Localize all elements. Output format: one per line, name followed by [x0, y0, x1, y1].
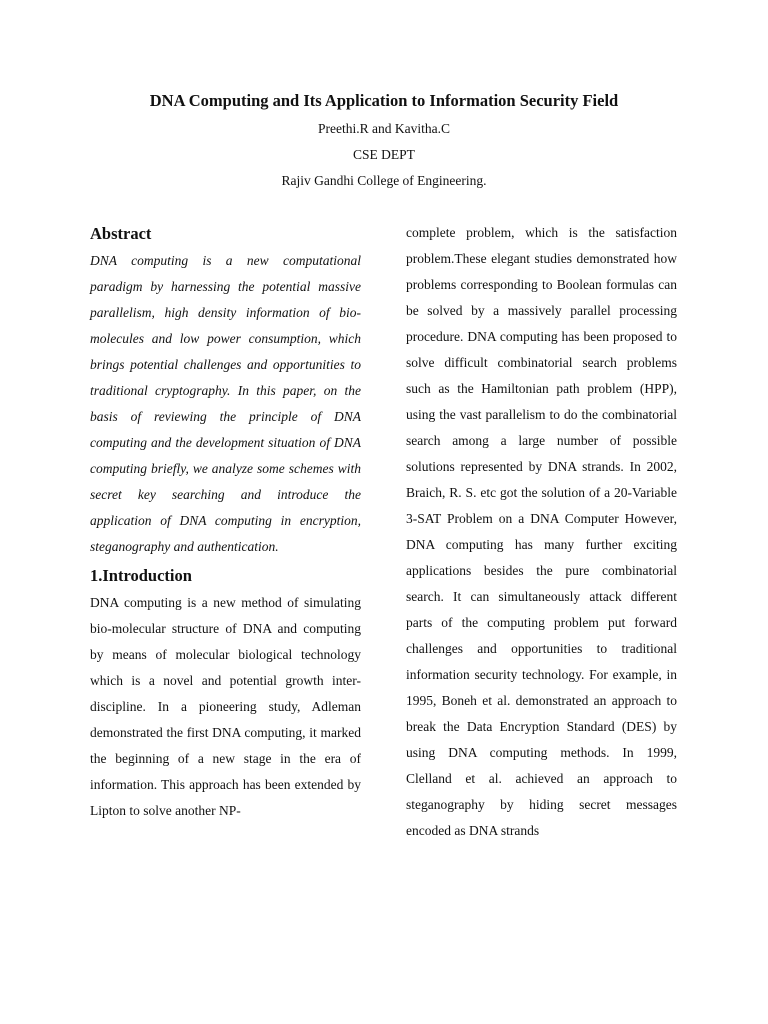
introduction-heading: 1.Introduction [90, 566, 192, 585]
paper-title: DNA Computing and Its Application to Information Security Field [149, 91, 619, 110]
paper-authors: Preethi.R and Kavitha.C [318, 121, 450, 136]
abstract-heading: Abstract [90, 224, 152, 243]
right-column [406, 220, 677, 844]
introduction-text-left: DNA computing is a new method of simulating bio-molecular structure of DNA and computing by means of molecular biological technology which is a novel and potential growth inter-discipline. In a pioneering study, Adleman demonstrated the first DNA computing, it marked the beginning of a new stage in the era of information. This approach has been extended by Lipton to solve another NP- [90, 595, 361, 818]
paper-header [0, 90, 768, 194]
paper-department: CSE DEPT [353, 147, 415, 162]
left-column [90, 220, 361, 824]
abstract-text: DNA computing is a new computational paradigm by harnessing the potential massive parallelism, high density information of bio-molecules and low power consumption, which brings potential challenges and opportunities to traditional cryptography. In this paper, on the basis of reviewing the principle of DNA computing and the development situation of DNA computing briefly, we analyze some schemes with secret key searching and introduce the application of DNA computing in encryption, steganography and authentication. [90, 253, 361, 554]
paper-affiliation: Rajiv Gandhi College of Engineering. [281, 173, 487, 188]
introduction-text-right: complete problem, which is the satisfaction problem.These elegant studies demonstrated how problems corresponding to Boolean formulas can be solved by a massively parallel processing procedure. DNA computing has been proposed to solve difficult combinatorial search problems such as the Hamiltonian path problem (HPP), using the vast parallelism to do the combinatorial search among a large number of possible solutions represented by DNA strands. In 2002, Braich, R. S. etc got the solution of a 20-Variable 3-SAT Problem on a DNA Computer However, DNA computing has many further exciting applications besides the pure combinatorial search. It can simultaneously attack different parts of the computing problem put forward challenges and opportunities to traditional information security technology. For example, in 1995, Boneh et al. demonstrated an approach to break the Data Encryption Standard (DES) by using DNA computing methods. In 1999, Clelland et al. achieved an approach to steganography by hiding secret messages encoded as DNA strands [406, 225, 677, 838]
